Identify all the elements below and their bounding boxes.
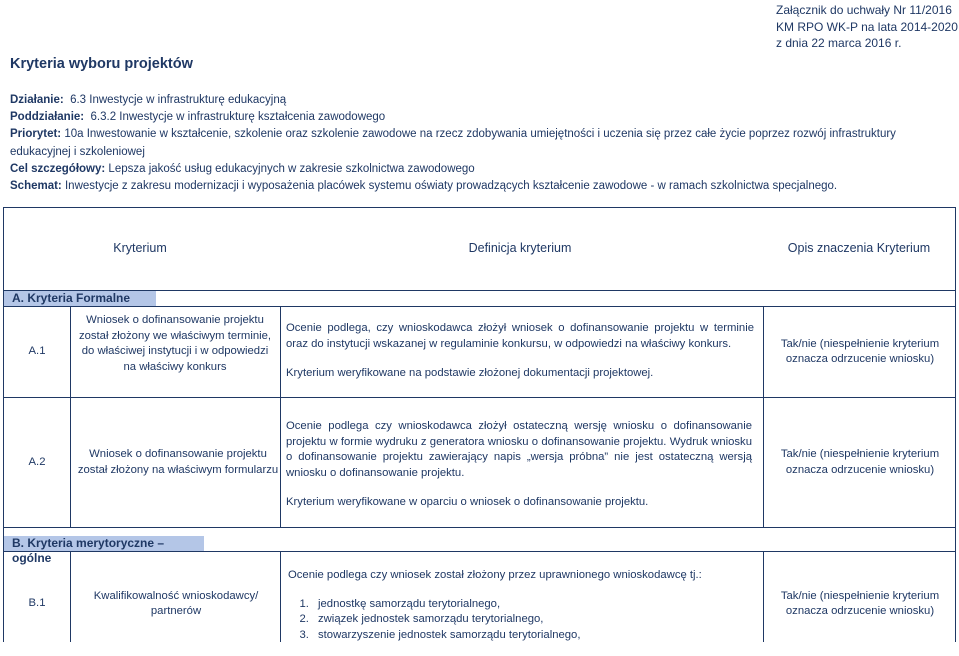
cel-label: Cel szczegółowy: (10, 162, 106, 175)
row-b1-definition (288, 568, 754, 643)
cel-line (10, 161, 950, 178)
attachment-note (776, 2, 958, 52)
dzialanie-line (10, 92, 950, 109)
attachment-line-1: Załącznik do uchwały Nr 11/2016 (776, 3, 952, 17)
schemat-label: Schemat: (10, 180, 62, 193)
table-border-right (955, 207, 956, 642)
list-item: 2. związek jednostek samorządu terytorialnego, (312, 612, 754, 628)
header-kryterium: Kryterium (113, 241, 167, 255)
attachment-line-2: KM RPO WK-P na lata 2014-2020 (776, 19, 958, 34)
row-a2-definition (286, 419, 752, 511)
section-a-label: A. Kryteria Formalne (4, 291, 156, 306)
row-b1-id: B.1 (28, 597, 46, 610)
table-border (70, 306, 71, 397)
table-border (3, 527, 956, 528)
row-b1-list (288, 597, 754, 644)
row-b1-def-p1: Ocenie podlega czy wniosek został złożony przez uprawnionego wnioskodawcę tj.: (288, 569, 702, 581)
table-border (763, 551, 764, 642)
row-a2-def-p1: Ocenie podlega czy wnioskodawca złożył ostateczną wersję wniosku o dofinansowanie projektu w formie wydruku z generatora wniosku o dofinansowanie projektu. Wydruk wniosku o dofinansowanie projektu zawierający napis „wersja próbna” nie jest ostateczną wersją wniosku o dofinansowanie projektu. (286, 420, 752, 479)
list-item: 3. stowarzyszenie jednostek samorządu terytorialnego, (312, 628, 754, 644)
row-a2-name: Wniosek o dofinansowanie projektu został złożony na właściwym formularzu (77, 448, 279, 476)
row-a1-name: Wniosek o dofinansowanie projektu został złożony we właściwym terminie, do właściwej instytucji i w odpowiedzi na właściwy konkurs (78, 314, 272, 373)
cel-value: Lepsza jakość usług edukacyjnych w zakresie szkolnictwa zawodowego (108, 162, 475, 175)
page-title: Kryteria wyboru projektów (10, 56, 193, 72)
priorytet-value: 10a Inwestowanie w kształcenie, szkolenie oraz szkolenie zawodowe na rzecz zdobywania umiejętności i uczenia się przez całe życie poprzez rozwój infrastruktury edukacyjnej i szkoleniowej (10, 128, 896, 158)
table-border (763, 397, 764, 527)
dzialanie-label: Działanie: (10, 94, 64, 106)
table-border (280, 306, 281, 397)
row-b1-opis: Tak/nie (niespełnienie kryterium oznacza odrzucenie wniosku) (780, 589, 940, 617)
row-a1-def-p2: Kryterium weryfikowane na podstawie złożonej dokumentacji projektowej. (286, 367, 654, 379)
section-b-label: B. Kryteria merytoryczne – ogólne (4, 536, 204, 551)
row-a1-opis: Tak/nie (niespełnienie kryterium oznacza odrzucenie wniosku) (780, 337, 940, 365)
table-border (763, 306, 764, 397)
poddzialanie-value: 6.3.2 Inwestycje w infrastrukturę kształcenia zawodowego (90, 111, 386, 124)
table-border (70, 551, 71, 642)
attachment-line-3: z dnia 22 marca 2016 r. (776, 36, 902, 50)
dzialanie-value: 6.3 Inwestycje w infrastrukturę edukacyjną (70, 94, 287, 106)
row-a1-def-p1: Ocenie podlega, czy wnioskodawca złożył wniosek o dofinansowanie projektu w terminie oraz do instytucji wskazanej w regulaminie konkursu, w odpowiedzi na właściwy konkurs. (286, 322, 754, 350)
schemat-line (10, 178, 950, 195)
schemat-value: Inwestycje z zakresu modernizacji i wyposażenia placówek systemu oświaty prowadzących kształcenie zawodowe - w ramach szkolnictwa specjalnego. (64, 180, 838, 193)
priorytet-line (10, 126, 950, 160)
header-opis: Opis znaczenia Kryterium (787, 241, 931, 255)
row-a2-id: A.2 (28, 455, 46, 468)
row-b1-name: Kwalifikowalność wnioskodawcy/ partnerów (93, 589, 259, 617)
poddzialanie-line (10, 109, 950, 126)
table-border (70, 397, 71, 527)
priorytet-label: Priorytet: (10, 128, 62, 141)
row-a1-id: A.1 (28, 345, 46, 358)
row-a1-definition (286, 321, 754, 382)
poddzialanie-label: Poddziałanie: (10, 111, 85, 124)
intro-block (10, 92, 950, 195)
list-item: 1. jednostkę samorządu terytorialnego, (312, 597, 754, 613)
table-border (280, 551, 281, 642)
header-definicja: Definicja kryterium (468, 241, 572, 255)
row-a2-def-p2: Kryterium weryfikowane w oparciu o wniosek o dofinansowanie projektu. (286, 496, 649, 508)
table-border-top (3, 207, 956, 208)
row-a2-opis: Tak/nie (niespełnienie kryterium oznacza odrzucenie wniosku) (780, 448, 940, 476)
